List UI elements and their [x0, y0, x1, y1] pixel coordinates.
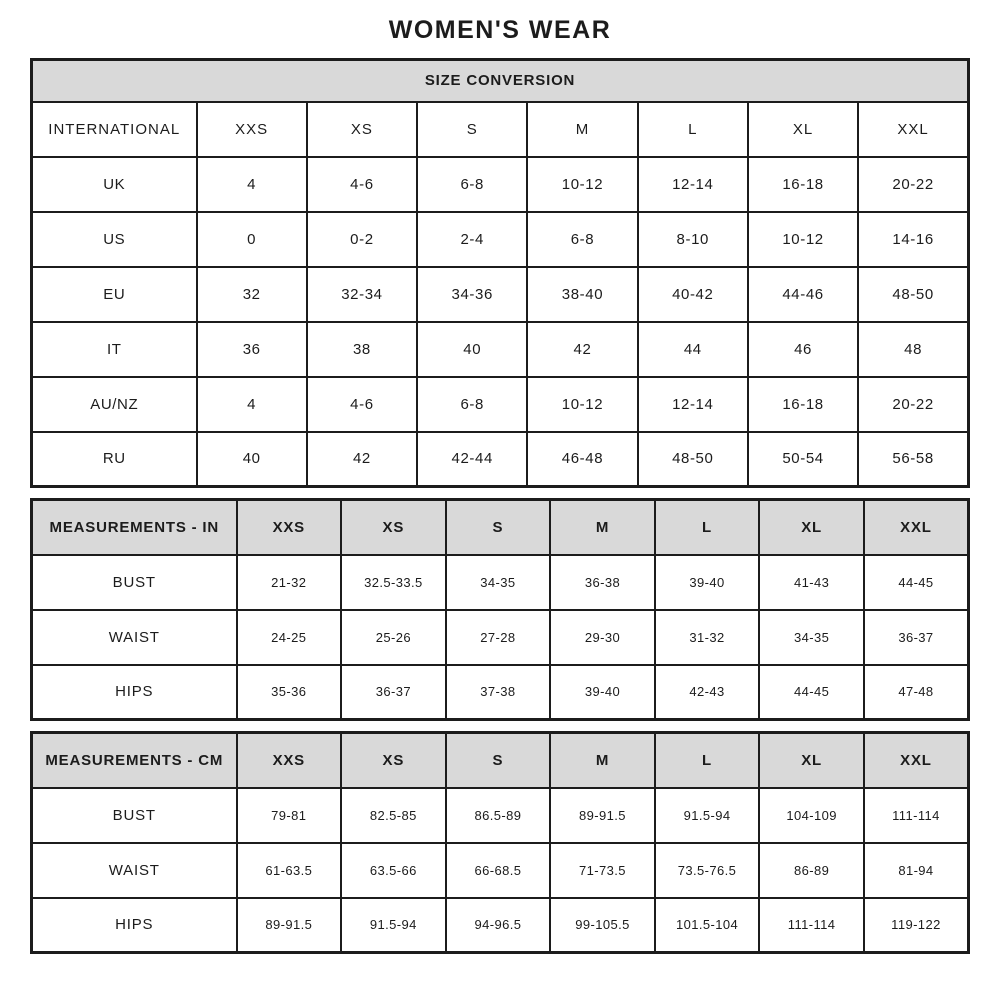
value-cell: 38-40 [527, 267, 637, 322]
column-header-size: XXS [237, 500, 342, 555]
value-cell: 38 [307, 322, 417, 377]
value-cell: 94-96.5 [446, 898, 551, 953]
value-cell: 24-25 [237, 610, 342, 665]
column-header-size: S [446, 733, 551, 788]
value-cell: 6-8 [417, 377, 527, 432]
column-header-size: L [655, 733, 760, 788]
measurements-in-body [32, 500, 969, 720]
column-header-label: MEASUREMENTS - CM [32, 733, 237, 788]
measurements-cm-header-row [32, 733, 969, 788]
value-cell: 46-48 [527, 432, 637, 487]
row-label: HIPS [32, 898, 237, 953]
value-cell: 42-44 [417, 432, 527, 487]
value-cell: 89-91.5 [550, 788, 655, 843]
value-cell: 41-43 [759, 555, 864, 610]
value-cell: 4 [197, 157, 307, 212]
value-cell: 10-12 [527, 157, 637, 212]
value-cell: 10-12 [748, 212, 858, 267]
value-cell: 8-10 [638, 212, 748, 267]
value-cell: 32-34 [307, 267, 417, 322]
value-cell: 42 [527, 322, 637, 377]
column-header-label: INTERNATIONAL [32, 102, 197, 157]
value-cell: 66-68.5 [446, 843, 551, 898]
value-cell: 14-16 [858, 212, 968, 267]
measurements-cm-table [30, 731, 970, 954]
value-cell: 101.5-104 [655, 898, 760, 953]
page-title: WOMEN'S WEAR [388, 16, 612, 44]
column-header-size: M [527, 102, 637, 157]
value-cell: 20-22 [858, 157, 968, 212]
column-header-size: XXL [858, 102, 968, 157]
row-label: BUST [32, 555, 237, 610]
table-row [32, 432, 969, 487]
value-cell: 40-42 [638, 267, 748, 322]
measurements-in-table [30, 498, 970, 721]
column-header-size: XS [341, 500, 446, 555]
value-cell: 63.5-66 [341, 843, 446, 898]
value-cell: 119-122 [864, 898, 969, 953]
column-header-size: XXL [864, 733, 969, 788]
table-row [32, 555, 969, 610]
column-header-size: S [446, 500, 551, 555]
column-header-size: XXL [864, 500, 969, 555]
value-cell: 40 [417, 322, 527, 377]
value-cell: 34-36 [417, 267, 527, 322]
column-header-size: L [655, 500, 760, 555]
value-cell: 104-109 [759, 788, 864, 843]
value-cell: 29-30 [550, 610, 655, 665]
row-label: IT [32, 322, 197, 377]
row-label: UK [32, 157, 197, 212]
value-cell: 56-58 [858, 432, 968, 487]
value-cell: 39-40 [550, 665, 655, 720]
measurements-in-header-row [32, 500, 969, 555]
column-header-size: XXS [237, 733, 342, 788]
table-row [32, 610, 969, 665]
value-cell: 86-89 [759, 843, 864, 898]
value-cell: 27-28 [446, 610, 551, 665]
value-cell: 35-36 [237, 665, 342, 720]
value-cell: 73.5-76.5 [655, 843, 760, 898]
size-conversion-table [30, 58, 970, 488]
size-conversion-body [32, 102, 969, 487]
value-cell: 47-48 [864, 665, 969, 720]
value-cell: 86.5-89 [446, 788, 551, 843]
value-cell: 91.5-94 [341, 898, 446, 953]
value-cell: 6-8 [417, 157, 527, 212]
value-cell: 10-12 [527, 377, 637, 432]
column-header-size: XXS [197, 102, 307, 157]
column-header-size: S [417, 102, 527, 157]
value-cell: 48-50 [858, 267, 968, 322]
value-cell: 32.5-33.5 [341, 555, 446, 610]
row-label: WAIST [32, 843, 237, 898]
value-cell: 42 [307, 432, 417, 487]
table-row [32, 267, 969, 322]
column-header-size: XL [759, 500, 864, 555]
table-row [32, 377, 969, 432]
value-cell: 44-45 [864, 555, 969, 610]
row-label: HIPS [32, 665, 237, 720]
value-cell: 40 [197, 432, 307, 487]
column-header-size: M [550, 500, 655, 555]
value-cell: 50-54 [748, 432, 858, 487]
table-row [32, 665, 969, 720]
size-conversion-band-row [32, 60, 969, 102]
value-cell: 36-37 [864, 610, 969, 665]
value-cell: 36 [197, 322, 307, 377]
size-conversion-header-row [32, 102, 969, 157]
value-cell: 44-46 [748, 267, 858, 322]
row-label: WAIST [32, 610, 237, 665]
value-cell: 99-105.5 [550, 898, 655, 953]
value-cell: 6-8 [527, 212, 637, 267]
size-conversion-band-title: SIZE CONVERSION [32, 60, 969, 102]
row-label: US [32, 212, 197, 267]
value-cell: 81-94 [864, 843, 969, 898]
value-cell: 21-32 [237, 555, 342, 610]
value-cell: 12-14 [638, 157, 748, 212]
row-label: BUST [32, 788, 237, 843]
value-cell: 61-63.5 [237, 843, 342, 898]
row-label: RU [32, 432, 197, 487]
column-header-size: XS [307, 102, 417, 157]
row-label: AU/NZ [32, 377, 197, 432]
value-cell: 48-50 [638, 432, 748, 487]
value-cell: 36-38 [550, 555, 655, 610]
value-cell: 36-37 [341, 665, 446, 720]
value-cell: 32 [197, 267, 307, 322]
value-cell: 16-18 [748, 157, 858, 212]
value-cell: 2-4 [417, 212, 527, 267]
value-cell: 82.5-85 [341, 788, 446, 843]
value-cell: 91.5-94 [655, 788, 760, 843]
value-cell: 4 [197, 377, 307, 432]
value-cell: 20-22 [858, 377, 968, 432]
value-cell: 111-114 [759, 898, 864, 953]
column-header-size: M [550, 733, 655, 788]
column-header-size: L [638, 102, 748, 157]
value-cell: 79-81 [237, 788, 342, 843]
value-cell: 12-14 [638, 377, 748, 432]
table-row [32, 843, 969, 898]
value-cell: 89-91.5 [237, 898, 342, 953]
value-cell: 46 [748, 322, 858, 377]
table-row [32, 212, 969, 267]
value-cell: 37-38 [446, 665, 551, 720]
value-cell: 71-73.5 [550, 843, 655, 898]
value-cell: 39-40 [655, 555, 760, 610]
value-cell: 34-35 [446, 555, 551, 610]
value-cell: 44-45 [759, 665, 864, 720]
table-row [32, 898, 969, 953]
column-header-size: XS [341, 733, 446, 788]
row-label: EU [32, 267, 197, 322]
value-cell: 4-6 [307, 377, 417, 432]
table-row [32, 322, 969, 377]
value-cell: 42-43 [655, 665, 760, 720]
table-row [32, 157, 969, 212]
value-cell: 25-26 [341, 610, 446, 665]
value-cell: 0 [197, 212, 307, 267]
value-cell: 4-6 [307, 157, 417, 212]
value-cell: 48 [858, 322, 968, 377]
column-header-label: MEASUREMENTS - IN [32, 500, 237, 555]
value-cell: 111-114 [864, 788, 969, 843]
measurements-cm-body [32, 733, 969, 953]
table-row [32, 788, 969, 843]
value-cell: 0-2 [307, 212, 417, 267]
value-cell: 16-18 [748, 377, 858, 432]
value-cell: 31-32 [655, 610, 760, 665]
value-cell: 44 [638, 322, 748, 377]
column-header-size: XL [748, 102, 858, 157]
column-header-size: XL [759, 733, 864, 788]
value-cell: 34-35 [759, 610, 864, 665]
